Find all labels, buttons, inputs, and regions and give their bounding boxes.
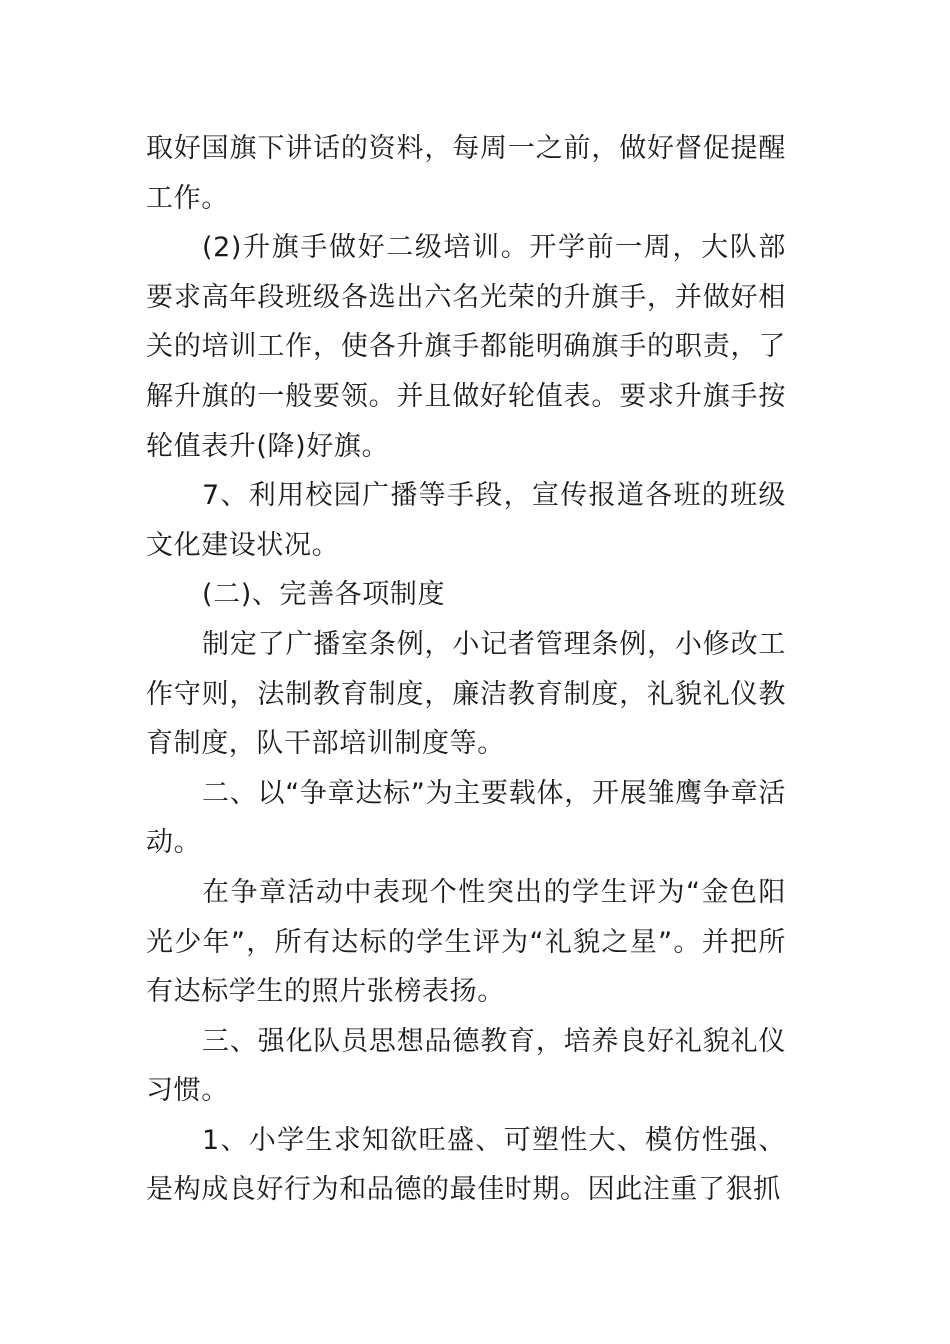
section-heading-badge-activity: 二、以“争章达标”为主要载体，开展雏鹰争章活动。 [146,777,786,859]
paragraph-badge-awards: 在争章活动中表现个性突出的学生评为“金色阳光少年”，所有达标的学生评为“礼貌之星”。并把所有达标学生的照片张榜表扬。 [146,876,786,1008]
paragraph-student-development: 1、小学生求知欲旺盛、可塑性大、模仿性强、是构成良好行为和品德的最佳时期。因此注重了狠抓 [146,1124,786,1206]
paragraph-regulations-list: 制定了广播室条例，小记者管理条例，小修改工作守则，法制教育制度，廉洁教育制度，礼貌礼仪教育制度，队干部培训制度等。 [146,628,786,760]
section-heading-moral-education: 三、强化队员思想品德教育，培养良好礼貌礼仪习惯。 [146,1025,786,1107]
section-heading-regulations: (二)、完善各项制度 [202,579,446,611]
paragraph-continuation: 取好国旗下讲话的资料，每周一之前，做好督促提醒工作。 [146,133,786,214]
paragraph-campus-broadcast: 7、利用校园广播等手段，宣传报道各班的班级文化建设状况。 [146,480,786,561]
paragraph-flag-raiser-training: (2)升旗手做好二级培训。开学前一周，大队部要求高年段班级各选出六名光荣的升旗手，并做好相关的培训工作，使各升旗手都能明确旗手的职责，了解升旗的一般要领。并且做好轮值表。要求升旗手按轮值表升(降)好旗。 [146,232,786,462]
document-body [146,124,786,1215]
